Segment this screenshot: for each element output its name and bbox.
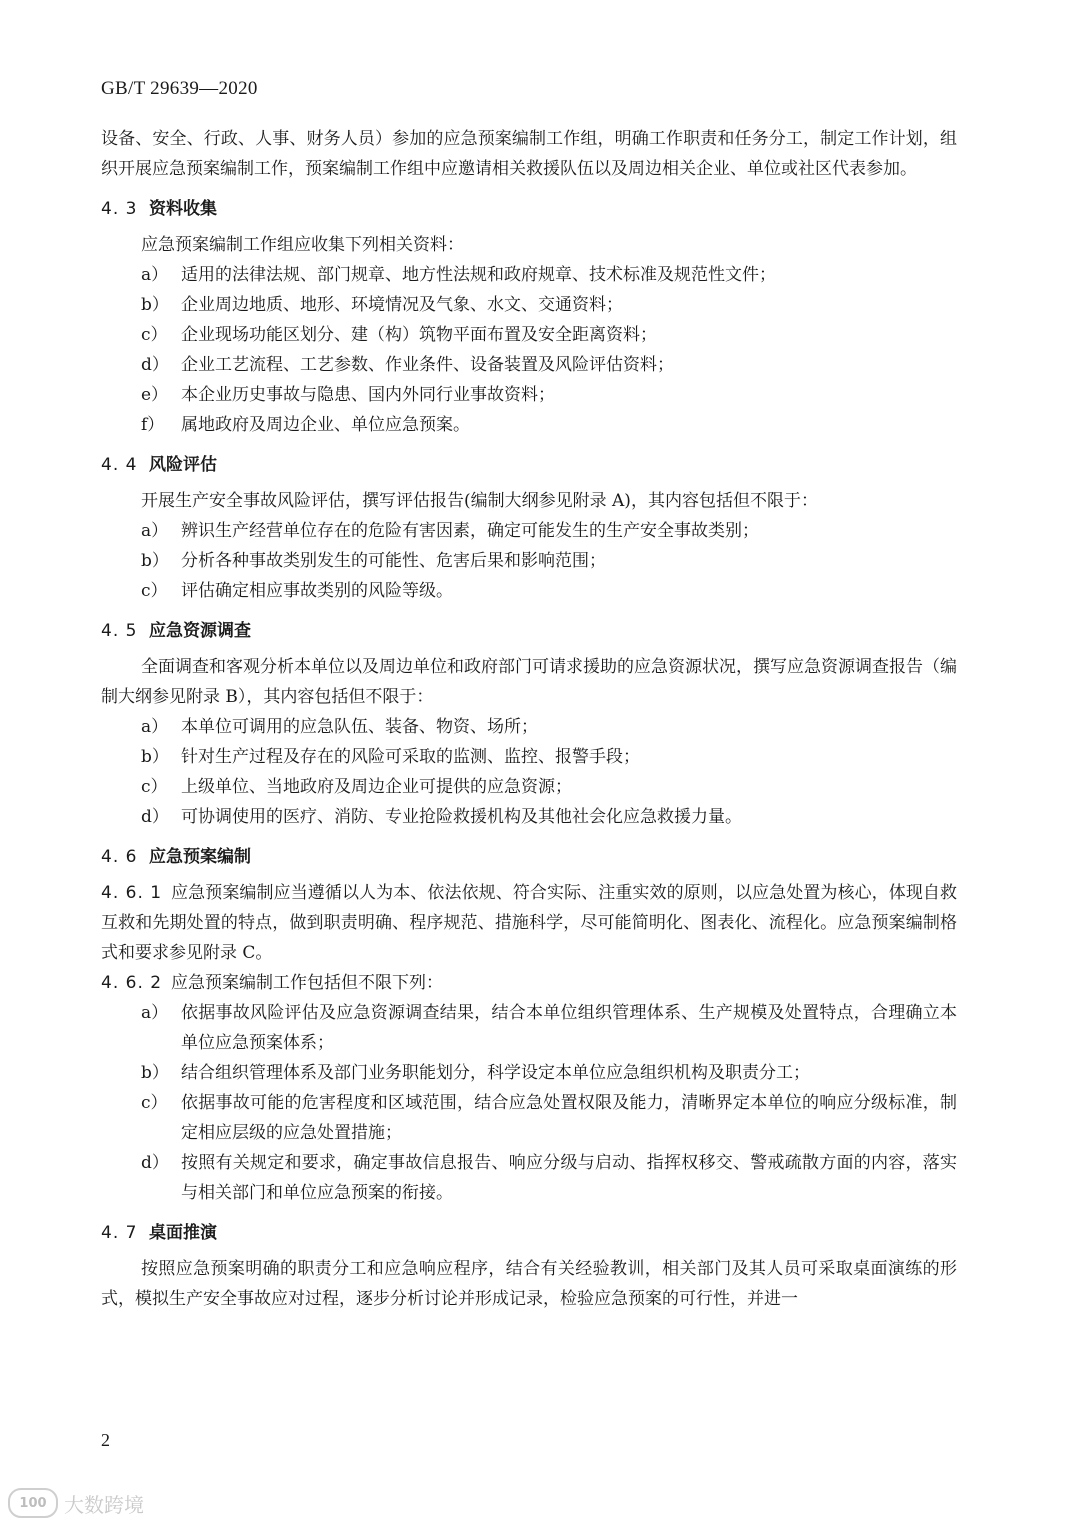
list-text: 辨识生产经营单位存在的危险有害因素，确定可能发生的生产安全事故类别； <box>181 521 759 541</box>
section-number: 4. 4 <box>101 455 138 475</box>
list-item <box>101 576 957 606</box>
list-item <box>101 1058 957 1088</box>
clause-4-6-1 <box>101 878 957 968</box>
section-title: 风险评估 <box>149 455 217 475</box>
list-item <box>101 546 957 576</box>
list-text: 分析各种事故类别发生的可能性、危害后果和影响范围； <box>181 551 606 571</box>
watermark-text: 大数跨境 <box>64 1492 144 1517</box>
section-heading-4-3 <box>101 194 957 224</box>
clause-text: 应急预案编制应当遵循以人为本、依法依规、符合实际、注重实效的原则，以应急处置为核心，体现自救互救和先期处置的特点，做到职责明确、程序规范、措施科学，尽可能简明化、图表化、流程化。应急预案编制格式和要求参见附录 C。 <box>101 883 957 963</box>
clause-text: 应急预案编制工作包括但不限下列： <box>171 973 443 993</box>
list-marker: b） <box>141 1063 169 1083</box>
watermark-logo-icon: 100 <box>8 1488 58 1518</box>
list-text: 本单位可调用的应急队伍、装备、物资、场所； <box>181 717 538 737</box>
list-item <box>101 350 957 380</box>
list-marker: a） <box>141 521 169 541</box>
list-item <box>101 1148 957 1208</box>
list-marker: c） <box>141 325 168 345</box>
list-4-3 <box>101 260 957 440</box>
watermark <box>8 1488 144 1518</box>
section-heading-4-7 <box>101 1218 957 1248</box>
list-item <box>101 516 957 546</box>
section-heading-4-6 <box>101 842 957 872</box>
list-marker: e） <box>141 385 169 405</box>
list-text: 上级单位、当地政府及周边企业可提供的应急资源； <box>181 777 572 797</box>
list-marker: a） <box>141 1003 169 1023</box>
section-number: 4. 5 <box>101 621 138 641</box>
section-lead: 开展生产安全事故风险评估，撰写评估报告(编制大纲参见附录 A)，其内容包括但不限于： <box>141 491 818 511</box>
list-item <box>101 260 957 290</box>
list-marker: a） <box>141 717 169 737</box>
list-marker: b） <box>141 747 169 767</box>
list-4-6-2 <box>101 998 957 1208</box>
list-item <box>101 410 957 440</box>
list-text: 企业周边地质、地形、环境情况及气象、水文、交通资料； <box>181 295 623 315</box>
section-number: 4. 6 <box>101 847 138 867</box>
clause-4-6-2 <box>101 968 957 998</box>
section-number: 4. 7 <box>101 1223 138 1243</box>
list-text: 评估确定相应事故类别的风险等级。 <box>181 581 453 601</box>
list-text: 本企业历史事故与隐患、国内外同行业事故资料； <box>181 385 555 405</box>
page-number: 2 <box>101 1430 110 1450</box>
list-item <box>101 320 957 350</box>
list-marker: c） <box>141 1093 168 1113</box>
standard-code: GB/T 29639—2020 <box>101 78 258 99</box>
list-item <box>101 802 957 832</box>
list-item <box>101 290 957 320</box>
list-text: 企业现场功能区划分、建（构）筑物平面布置及安全距离资料； <box>181 325 657 345</box>
section-lead: 按照应急预案明确的职责分工和应急响应程序，结合有关经验教训，相关部门及其人员可采取桌面演练的形式，模拟生产安全事故应对过程，逐步分析讨论并形成记录，检验应急预案的可行性，并进一 <box>101 1259 957 1309</box>
list-4-5 <box>101 712 957 832</box>
list-item <box>101 772 957 802</box>
section-title: 桌面推演 <box>149 1223 217 1243</box>
section-lead: 全面调查和客观分析本单位以及周边单位和政府部门可请求援助的应急资源状况，撰写应急资源调查报告（编制大纲参见附录 B），其内容包括但不限于： <box>101 657 957 707</box>
list-marker: d） <box>141 1153 169 1173</box>
list-marker: d） <box>141 807 169 827</box>
section-title: 资料收集 <box>149 199 217 219</box>
list-marker: a） <box>141 265 169 285</box>
list-text: 适用的法律法规、部门规章、地方性法规和政府规章、技术标准及规范性文件； <box>181 265 776 285</box>
list-marker: f） <box>141 415 165 435</box>
list-marker: d） <box>141 355 169 375</box>
section-lead: 应急预案编制工作组应收集下列相关资料： <box>141 235 464 255</box>
list-marker: c） <box>141 777 168 797</box>
list-item <box>101 1088 957 1148</box>
list-text: 可协调使用的医疗、消防、专业抢险救援机构及其他社会化应急救援力量。 <box>181 807 742 827</box>
list-text: 属地政府及周边企业、单位应急预案。 <box>181 415 470 435</box>
list-4-4 <box>101 516 957 606</box>
list-marker: b） <box>141 295 169 315</box>
section-title: 应急预案编制 <box>149 847 251 867</box>
intro-paragraph: 设备、安全、行政、人事、财务人员）参加的应急预案编制工作组，明确工作职责和任务分工，制定工作计划，组织开展应急预案编制工作，预案编制工作组中应邀请相关救援队伍以及周边相关企业、单位或社区代表参加。 <box>101 129 957 179</box>
list-text: 企业工艺流程、工艺参数、作业条件、设备装置及风险评估资料； <box>181 355 674 375</box>
list-text: 按照有关规定和要求，确定事故信息报告、响应分级与启动、指挥权移交、警戒疏散方面的内容，落实与相关部门和单位应急预案的衔接。 <box>181 1153 957 1203</box>
list-item <box>101 742 957 772</box>
list-marker: c） <box>141 581 168 601</box>
section-title: 应急资源调查 <box>149 621 251 641</box>
list-item <box>101 998 957 1058</box>
list-text: 依据事故可能的危害程度和区域范围，结合应急处置权限及能力，清晰界定本单位的响应分级标准，制定相应层级的应急处置措施； <box>181 1093 957 1143</box>
list-marker: b） <box>141 551 169 571</box>
section-number: 4. 3 <box>101 199 138 219</box>
list-text: 依据事故风险评估及应急资源调查结果，结合本单位组织管理体系、生产规模及处置特点，合理确立本单位应急预案体系； <box>181 1003 957 1053</box>
clause-number: 4. 6. 1 <box>101 883 163 903</box>
list-item <box>101 380 957 410</box>
document-body <box>101 124 957 1314</box>
section-heading-4-4 <box>101 450 957 480</box>
section-heading-4-5 <box>101 616 957 646</box>
list-item <box>101 712 957 742</box>
list-text: 结合组织管理体系及部门业务职能划分，科学设定本单位应急组织机构及职责分工； <box>181 1063 810 1083</box>
list-text: 针对生产过程及存在的风险可采取的监测、监控、报警手段； <box>181 747 640 767</box>
clause-number: 4. 6. 2 <box>101 973 163 993</box>
